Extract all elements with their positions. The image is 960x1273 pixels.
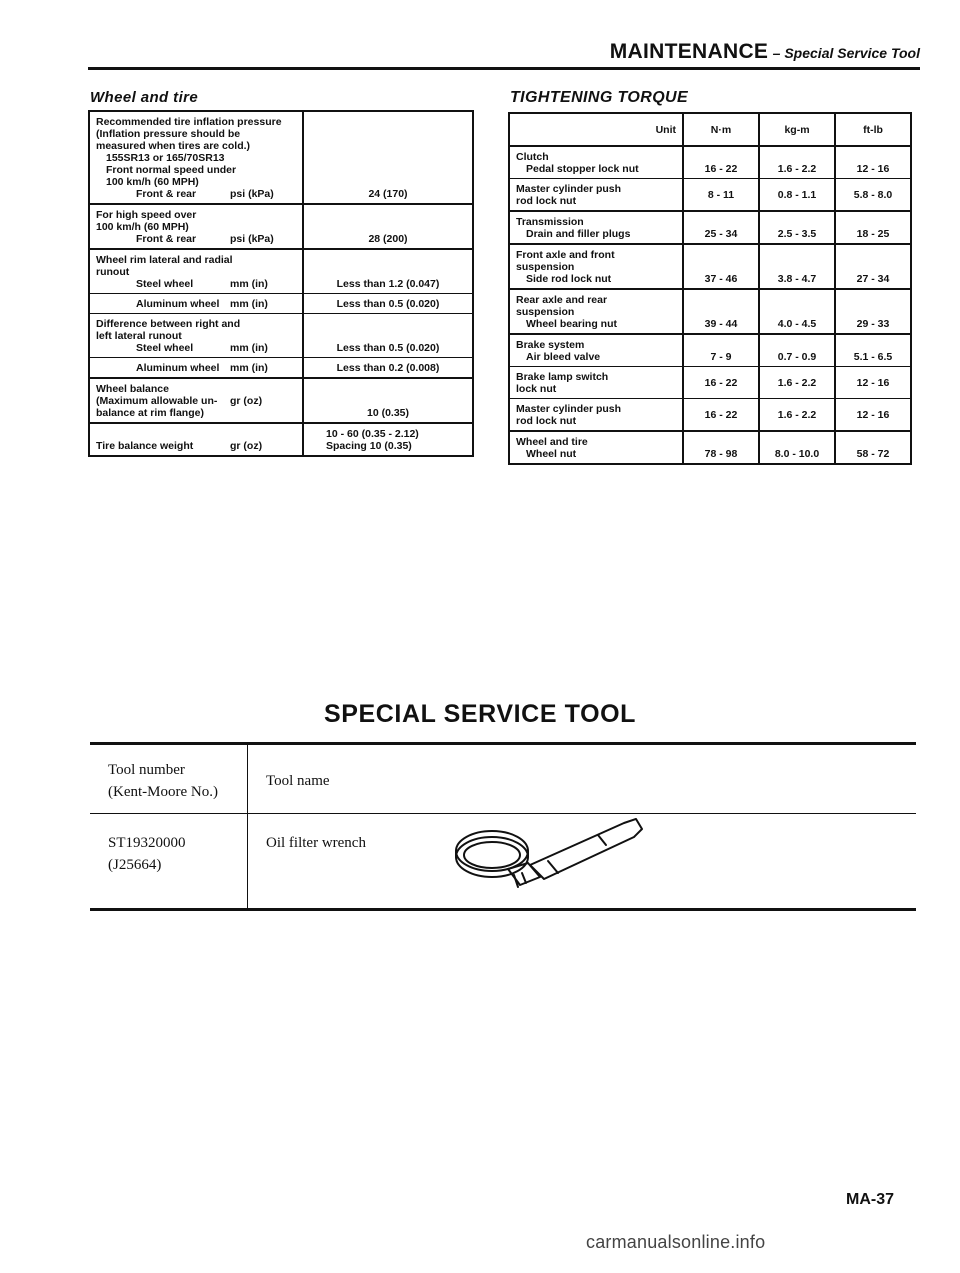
- spec-text: Steel wheel: [136, 278, 194, 290]
- table-row: [509, 334, 911, 367]
- spec-value-line: 10 - 60 (0.35 - 2.12): [326, 428, 419, 440]
- table-row: [89, 378, 473, 423]
- spec-label: [89, 423, 303, 456]
- torque-value-ftlb: 27 - 34: [835, 244, 911, 289]
- torque-header-row: [509, 113, 911, 146]
- spec-text: 100 km/h (60 MPH): [106, 176, 199, 188]
- torque-item: [509, 289, 683, 334]
- torque-item-name: Air bleed valve: [526, 351, 601, 363]
- spec-text: left lateral runout: [96, 330, 182, 342]
- spec-value: Less than 1.2 (0.047): [303, 249, 473, 294]
- header-rule: [88, 67, 920, 70]
- torque-item: [509, 431, 683, 464]
- torque-value-nm: 25 - 34: [683, 211, 759, 244]
- spec-text: Aluminum wheel: [136, 298, 220, 310]
- spec-text: Difference between right and: [96, 318, 241, 330]
- torque-value-nm: 16 - 22: [683, 146, 759, 179]
- torque-item-name: Master cylinder push rod lock nut: [516, 403, 622, 427]
- torque-value-ftlb: 5.1 - 6.5: [835, 334, 911, 367]
- spec-label: [89, 358, 303, 379]
- spec-text: Tire balance weight: [96, 440, 194, 452]
- torque-value-ftlb: 12 - 16: [835, 367, 911, 399]
- spec-label: [89, 294, 303, 314]
- table-row: [89, 294, 473, 314]
- torque-item-name: Side rod lock nut: [526, 273, 612, 285]
- torque-title: TIGHTENING TORQUE: [510, 89, 689, 106]
- spec-value: Less than 0.5 (0.020): [303, 294, 473, 314]
- torque-group: Front axle and front suspension: [516, 249, 615, 273]
- torque-value-nm: 8 - 11: [683, 179, 759, 212]
- torque-value-nm: 16 - 22: [683, 399, 759, 432]
- spec-value-line: Spacing 10 (0.35): [326, 440, 412, 452]
- spec-text: Recommended tire inflation pressure: [96, 116, 282, 128]
- torque-group: Brake system: [516, 339, 585, 351]
- wheel-tire-table: [88, 110, 474, 457]
- spec-value: 10 (0.35): [303, 378, 473, 423]
- spec-value: 28 (200): [303, 204, 473, 249]
- torque-value-ftlb: 18 - 25: [835, 211, 911, 244]
- torque-value-ftlb: 29 - 33: [835, 289, 911, 334]
- torque-item-name: Wheel nut: [526, 448, 577, 460]
- torque-group: Wheel and tire: [516, 436, 588, 448]
- spec-text: Wheel rim lateral and radial: [96, 254, 233, 266]
- torque-header-cell: N·m: [683, 113, 759, 146]
- spec-text: Front & rear: [136, 188, 197, 200]
- spec-line: [96, 362, 296, 374]
- torque-value-nm: 39 - 44: [683, 289, 759, 334]
- oil-filter-wrench-icon: [448, 815, 654, 895]
- table-row: [509, 431, 911, 464]
- torque-item-name: Brake lamp switch lock nut: [516, 371, 609, 395]
- torque-item-name: Drain and filler plugs: [526, 228, 631, 240]
- torque-value-kgm: 3.8 - 4.7: [759, 244, 835, 289]
- torque-value-ftlb: 5.8 - 8.0: [835, 179, 911, 212]
- torque-value-nm: 7 - 9: [683, 334, 759, 367]
- special-tool-title: SPECIAL SERVICE TOOL: [323, 700, 637, 728]
- table-row: [89, 423, 473, 456]
- wheel-tire-title: Wheel and tire: [90, 89, 199, 106]
- torque-value-kgm: 0.8 - 1.1: [759, 179, 835, 212]
- torque-value-kgm: 1.6 - 2.2: [759, 367, 835, 399]
- tool-number: ST19320000 (J25664): [90, 814, 248, 910]
- torque-item: [509, 367, 683, 399]
- table-row: [89, 314, 473, 358]
- torque-item-name: Pedal stopper lock nut: [526, 163, 639, 175]
- spec-label: [89, 249, 303, 294]
- spec-unit: psi (kPa): [230, 188, 274, 200]
- spec-value: [303, 423, 473, 456]
- spec-unit: mm (in): [230, 298, 268, 310]
- tool-name-header: Tool name: [248, 744, 917, 814]
- table-row: [89, 204, 473, 249]
- spec-line: [96, 395, 296, 407]
- spec-text: Front & rear: [136, 233, 197, 245]
- spec-label: [89, 111, 303, 204]
- header-subtitle: – Special Service Tool: [772, 45, 920, 61]
- torque-header-cell: ft-lb: [835, 113, 911, 146]
- spec-text: Aluminum wheel: [136, 362, 220, 374]
- table-row: [89, 111, 473, 204]
- spec-label: [89, 204, 303, 249]
- torque-group: Transmission: [516, 216, 584, 228]
- torque-item: [509, 146, 683, 179]
- table-row: [509, 289, 911, 334]
- table-row: [509, 399, 911, 432]
- torque-item-name: Master cylinder push rod lock nut: [516, 183, 622, 207]
- page-header: [560, 40, 920, 66]
- spec-value: Less than 0.2 (0.008): [303, 358, 473, 379]
- spec-unit: gr (oz): [230, 395, 263, 407]
- spec-label: [89, 378, 303, 423]
- spec-text: (Inflation pressure should be: [96, 128, 241, 140]
- torque-item: [509, 244, 683, 289]
- spec-label: [89, 314, 303, 358]
- spec-text: Front normal speed under: [106, 164, 237, 176]
- torque-value-kgm: 1.6 - 2.2: [759, 146, 835, 179]
- torque-value-kgm: 2.5 - 3.5: [759, 211, 835, 244]
- header-title: MAINTENANCE: [609, 40, 769, 63]
- torque-item: [509, 334, 683, 367]
- spec-text: Wheel balance: [96, 383, 169, 395]
- spec-text: For high speed over: [96, 209, 197, 221]
- spec-text: balance at rim flange): [96, 407, 204, 419]
- spec-unit: mm (in): [230, 278, 268, 290]
- torque-value-ftlb: 12 - 16: [835, 146, 911, 179]
- table-row: [89, 249, 473, 294]
- torque-item: [509, 399, 683, 432]
- spec-line: [96, 278, 296, 290]
- spec-text: runout: [96, 266, 130, 278]
- spec-text: measured when tires are cold.): [96, 140, 251, 152]
- spec-unit: psi (kPa): [230, 233, 274, 245]
- spec-text: (Maximum allowable un-: [96, 395, 218, 407]
- table-row: [509, 146, 911, 179]
- torque-item-name: Wheel bearing nut: [526, 318, 618, 330]
- spec-line: [96, 440, 296, 452]
- torque-value-nm: 16 - 22: [683, 367, 759, 399]
- spec-unit: mm (in): [230, 362, 268, 374]
- torque-item: [509, 211, 683, 244]
- spec-unit: gr (oz): [230, 440, 263, 452]
- spec-line: [96, 342, 296, 354]
- tool-name: Oil filter wrench: [266, 835, 366, 851]
- torque-value-nm: 37 - 46: [683, 244, 759, 289]
- torque-header-cell: kg-m: [759, 113, 835, 146]
- torque-value-kgm: 4.0 - 4.5: [759, 289, 835, 334]
- tool-number-header: Tool number (Kent-Moore No.): [90, 744, 248, 814]
- spec-unit: mm (in): [230, 342, 268, 354]
- spec-text: Steel wheel: [136, 342, 194, 354]
- table-row: [509, 244, 911, 289]
- watermark: carmanualsonline.info: [586, 1232, 766, 1252]
- spec-line: [96, 233, 296, 245]
- table-row: [509, 211, 911, 244]
- torque-value-kgm: 1.6 - 2.2: [759, 399, 835, 432]
- table-row: [89, 358, 473, 379]
- torque-group: Rear axle and rear suspension: [516, 294, 608, 318]
- page-number: MA-37: [846, 1191, 895, 1208]
- table-row: [509, 367, 911, 399]
- torque-value-ftlb: 58 - 72: [835, 431, 911, 464]
- torque-header-cell: Unit: [509, 113, 683, 146]
- spec-line: [96, 188, 296, 200]
- torque-item: [509, 179, 683, 212]
- spec-value: Less than 0.5 (0.020): [303, 314, 473, 358]
- torque-value-kgm: 0.7 - 0.9: [759, 334, 835, 367]
- torque-table: [508, 112, 912, 465]
- torque-group: Clutch: [516, 151, 549, 163]
- special-tool-header-row: [90, 744, 916, 814]
- spec-text: 155SR13 or 165/70SR13: [106, 152, 225, 164]
- torque-value-ftlb: 12 - 16: [835, 399, 911, 432]
- spec-value: 24 (170): [303, 111, 473, 204]
- torque-value-kgm: 8.0 - 10.0: [759, 431, 835, 464]
- table-row: [509, 179, 911, 212]
- spec-line: [96, 298, 296, 310]
- spec-text: 100 km/h (60 MPH): [96, 221, 189, 233]
- torque-value-nm: 78 - 98: [683, 431, 759, 464]
